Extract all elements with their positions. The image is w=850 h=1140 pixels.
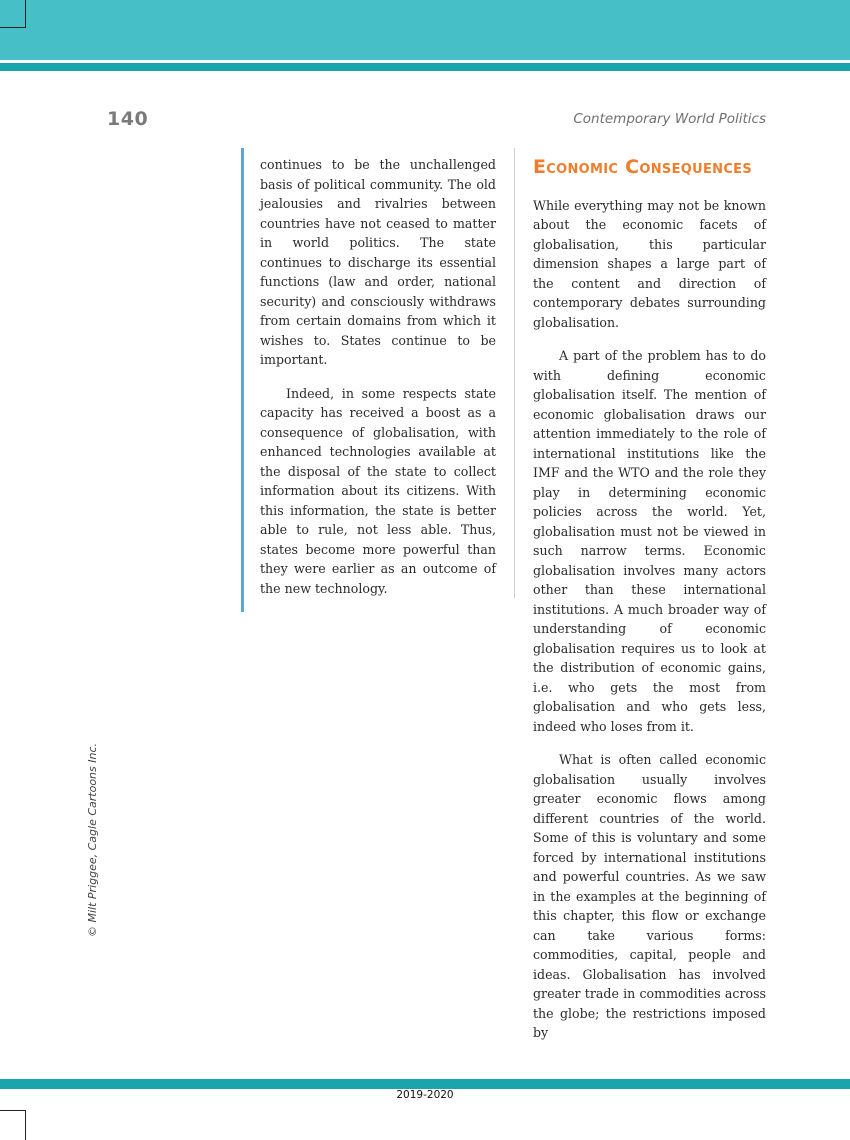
bottom-rule [0,1079,850,1089]
left-text-column [260,155,496,612]
right-paragraph-1: While everything may not be known about the economic facets of globalisation, this particular dimension shapes a large part of the content and direction of contemporary debates surrounding globalisation. [533,197,766,330]
page-number: 140 [107,108,149,130]
crop-mark-bottom [0,1110,26,1140]
right-paragraph-2: A part of the problem has to do with defining economic globalisation itself. The mention of economic globalisation draws our attention immediately to the role of international institutions like the IMF and the WTO and the role they play in determining economic policies across the world. Yet, globalisation must not be viewed in such narrow terms. Economic globalisation involves many actors other than these international institutions. A much broader way of understanding of economic globalisation requires us to look at the distribution of economic gains, i.e. who gets the most from globalisation and who gets less, indeed who loses from it. [533,348,766,734]
left-paragraph-2: Indeed, in some respects state capacity has received a boost as a consequence of globalisation, with enhanced technologies available at the disposal of the state to collect information about its citizens. With this information, the state is better able to rule, not less able. Thus, states become more powerful than they were earlier as an outcome of the new technology. [260,385,496,596]
cartoon-credit: © Milt Priggee, Cagle Cartoons Inc. [86,742,99,937]
running-head-title: Contemporary World Politics [573,111,766,127]
top-rule [0,63,850,71]
crop-mark-top [0,0,26,28]
footer-year: 2019-2020 [396,1089,454,1101]
right-paragraph-3: What is often called economic globalisation usually involves greater economic flows among different countries of the world. Some of this is voluntary and some forced by international institutions and powerful countries. As we saw in the examples at the beginning of this chapter, this flow or exchange can take various forms: commodities, capital, people and ideas. Globalisation has involved greater trade in commodities across the globe; the restrictions imposed by [533,752,766,1040]
left-paragraph-1: continues to be the unchallenged basis of political community. The old jealousies and rivalries between countries have not ceased to matter in world politics. The state continues to discharge its essential functions (law and order, national security) and consciously withdraws from certain domains from which it wishes to. States continue to be important. [260,157,496,367]
margin-bar [241,148,244,612]
column-divider [514,148,515,598]
top-header-band [0,0,850,60]
section-heading: Economic Consequences [533,156,752,178]
right-text-column [533,158,766,1057]
